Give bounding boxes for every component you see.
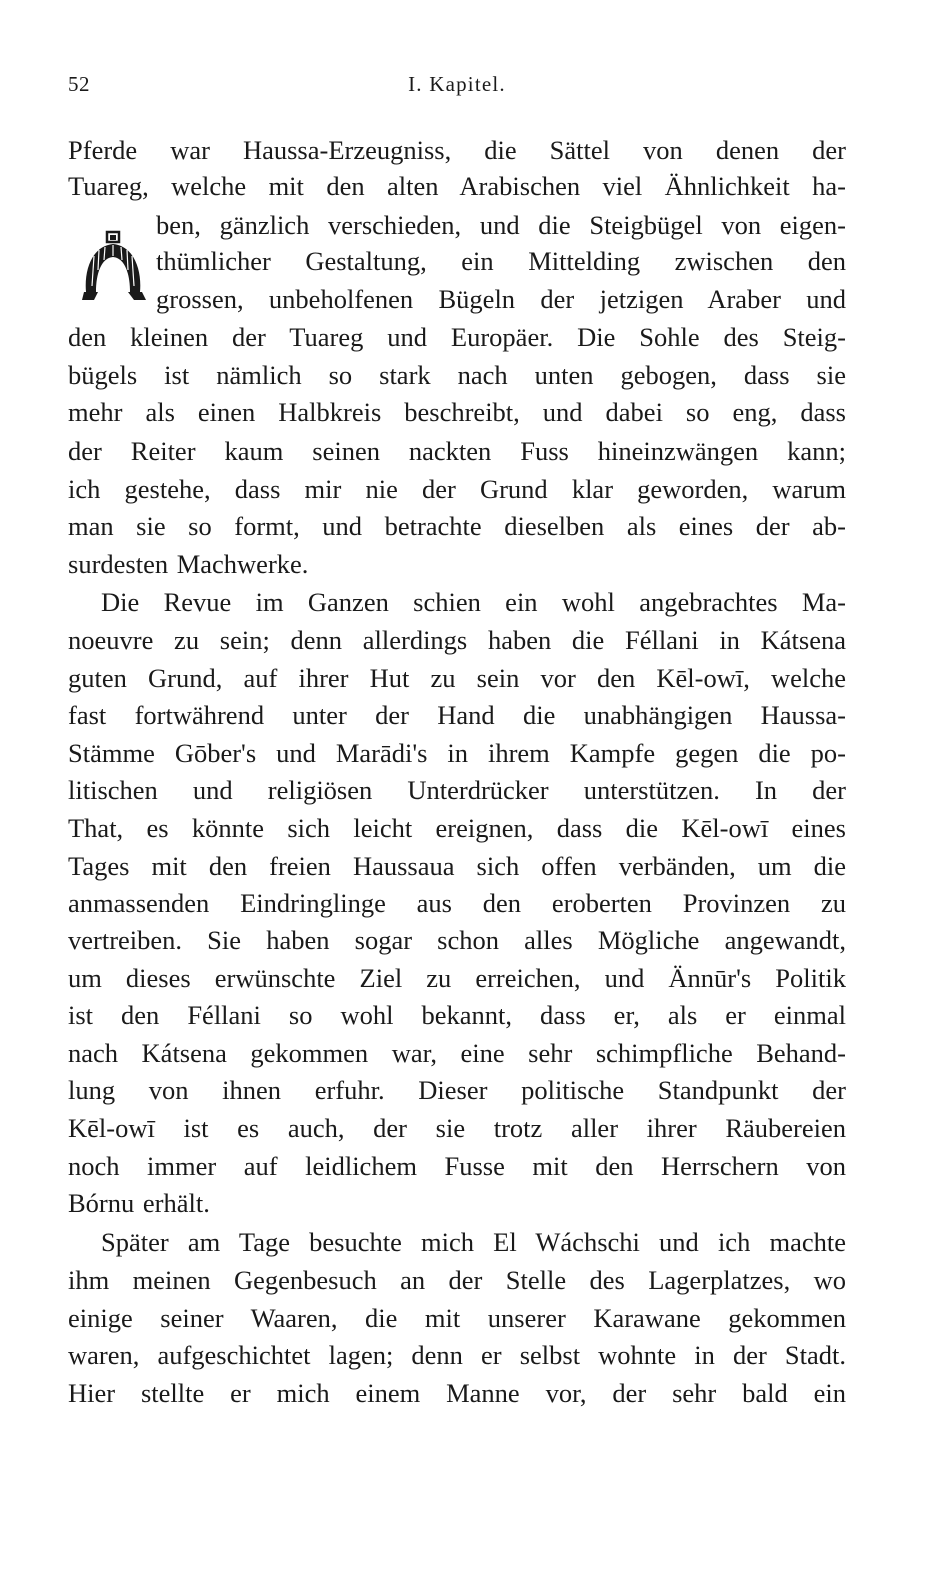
text-line: ist den Féllani so wohl bekannt, dass er, als er einmal (68, 1000, 846, 1030)
text-line: Tages mit den freien Haussaua sich offen verbänden, um die (68, 851, 846, 881)
text-line: Kēl-owī ist es auch, der sie trotz aller ihrer Räubereien (68, 1113, 846, 1143)
text-line: den kleinen der Tuareg und Europäer. Die Sohle des Steig- (68, 322, 846, 352)
text-line: ihm meinen Gegenbesuch an der Stelle des Lagerplatzes, wo (68, 1265, 846, 1295)
text-line: guten Grund, auf ihrer Hut zu sein vor den Kēl-owī, welche (68, 663, 846, 693)
text-line: bügels ist nämlich so stark nach unten gebogen, dass sie (68, 360, 846, 390)
text-line: surdesten Machwerke. (68, 549, 309, 579)
text-line: thümlicher Gestaltung, ein Mittelding zwischen den (156, 246, 846, 276)
text-line: ben, gänzlich verschieden, und die Steigbügel von eigen- (156, 210, 846, 240)
text-line: waren, aufgeschichtet lagen; denn er selbst wohnte in der Stadt. (68, 1340, 846, 1370)
text-line: der Reiter kaum seinen nackten Fuss hineinzwängen kann; (68, 436, 846, 466)
text-line: ich gestehe, dass mir nie der Grund klar geworden, warum (68, 474, 846, 504)
text-line: noch immer auf leidlichem Fusse mit den Herrschern von (68, 1151, 846, 1181)
text-line: nach Kátsena gekommen war, eine sehr schimpfliche Behand- (68, 1038, 846, 1068)
stirrup-illustration-icon (80, 230, 148, 300)
text-line: man sie so formt, und betrachte dieselben als eines der ab- (68, 511, 846, 541)
text-line: anmassenden Eindringlinge aus den eroberten Provinzen zu (68, 888, 846, 918)
text-line: That, es könnte sich leicht ereignen, dass die Kēl-owī eines (68, 813, 846, 843)
text-line: Stämme Gōber's und Marādi's in ihrem Kampfe gegen die po- (68, 738, 846, 768)
text-line: Die Revue im Ganzen schien ein wohl angebrachtes Ma- (101, 587, 846, 617)
text-line: Später am Tage besuchte mich El Wáchschi und ich machte (101, 1227, 846, 1257)
text-line: Hier stellte er mich einem Manne vor, der sehr bald ein (68, 1378, 846, 1408)
text-line: mehr als einen Halbkreis beschreibt, und dabei so eng, dass (68, 397, 846, 427)
text-line: litischen und religiösen Unterdrücker unterstützen. In der (68, 775, 846, 805)
page-header (68, 72, 846, 102)
text-line: um dieses erwünschte Ziel zu erreichen, und Ännūr's Politik (68, 963, 846, 993)
page-number: 52 (68, 72, 90, 96)
text-line: einige seiner Waaren, die mit unserer Karawane gekommen (68, 1303, 846, 1333)
text-line: Tuareg, welche mit den alten Arabischen viel Ähnlichkeit ha- (68, 171, 846, 201)
text-line: Pferde war Haussa-Erzeugniss, die Sättel von denen der (68, 135, 846, 165)
text-line: Bórnu erhält. (68, 1188, 210, 1218)
text-line: vertreiben. Sie haben sogar schon alles Mögliche angewandt, (68, 925, 846, 955)
running-title: I. Kapitel. (408, 72, 506, 96)
text-line: noeuvre zu sein; denn allerdings haben die Féllani in Kátsena (68, 625, 846, 655)
text-line: lung von ihnen erfuhr. Dieser politische Standpunkt der (68, 1075, 846, 1105)
text-line: fast fortwährend unter der Hand die unabhängigen Haussa- (68, 700, 846, 730)
text-line: grossen, unbeholfenen Bügeln der jetzigen Araber und (156, 284, 846, 314)
